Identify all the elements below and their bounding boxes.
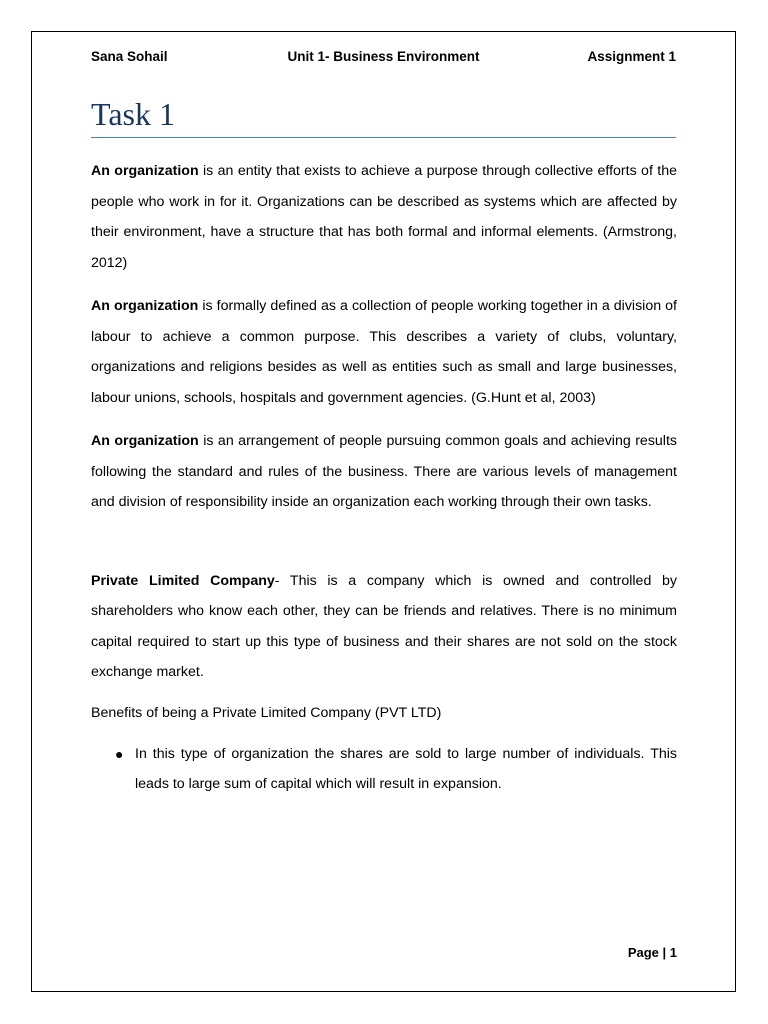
paragraph-text: is an entity that exists to achieve a purpose through collective efforts of the people who work in for it. Organizations can be described as systems which are affected by their environment, have a structure that has both formal and informal elements. (Armstrong, 2012) [91, 163, 677, 271]
paragraph [91, 426, 677, 518]
header-unit: Unit 1- Business Environment [287, 49, 480, 64]
paragraph-text: - This is a company which is owned and controlled by shareholders who know each other, they can be friends and relatives. There is no minimum capital required to start up this type of business and their shares are not sold on the stock exchange market. [91, 572, 677, 680]
header-assignment: Assignment 1 [587, 49, 676, 64]
paragraph [91, 291, 677, 413]
paragraph-text: is an arrangement of people pursuing common goals and achieving results following the standard and rules of the business. There are various levels of management and division of responsibility inside an organization each working through their own tasks. [91, 433, 677, 510]
bullet-list [91, 739, 677, 800]
paragraph-lead: An organization [91, 433, 199, 449]
paragraph [91, 156, 677, 278]
paragraph-lead: An organization [91, 298, 199, 314]
page-header [91, 49, 676, 64]
bullet-icon: ● [115, 745, 124, 762]
title-underline [91, 137, 676, 138]
benefits-heading: Benefits of being a Private Limited Company (PVT LTD) [91, 704, 442, 721]
page-number: Page | 1 [627, 945, 677, 960]
document-body [91, 156, 677, 800]
paragraph-lead: An organization [91, 163, 199, 179]
list-item [115, 739, 677, 800]
paragraph [91, 566, 677, 688]
header-author: Sana Sohail [91, 49, 168, 64]
page-title: Task 1 [91, 96, 175, 132]
list-item-text: In this type of organization the shares are sold to large number of individuals. This leads to large sum of capital which will result in expansion. [135, 745, 677, 792]
document-page [31, 31, 736, 992]
paragraph-text: is formally defined as a collection of people working together in a division of labour to achieve a common purpose. This describes a variety of clubs, voluntary, organizations and religions besides as well as entities such as small and large businesses, labour unions, schools, hospitals and government agencies. (G.Hunt et al, 2003) [91, 298, 677, 406]
paragraph-lead: Private Limited Company [91, 572, 275, 589]
